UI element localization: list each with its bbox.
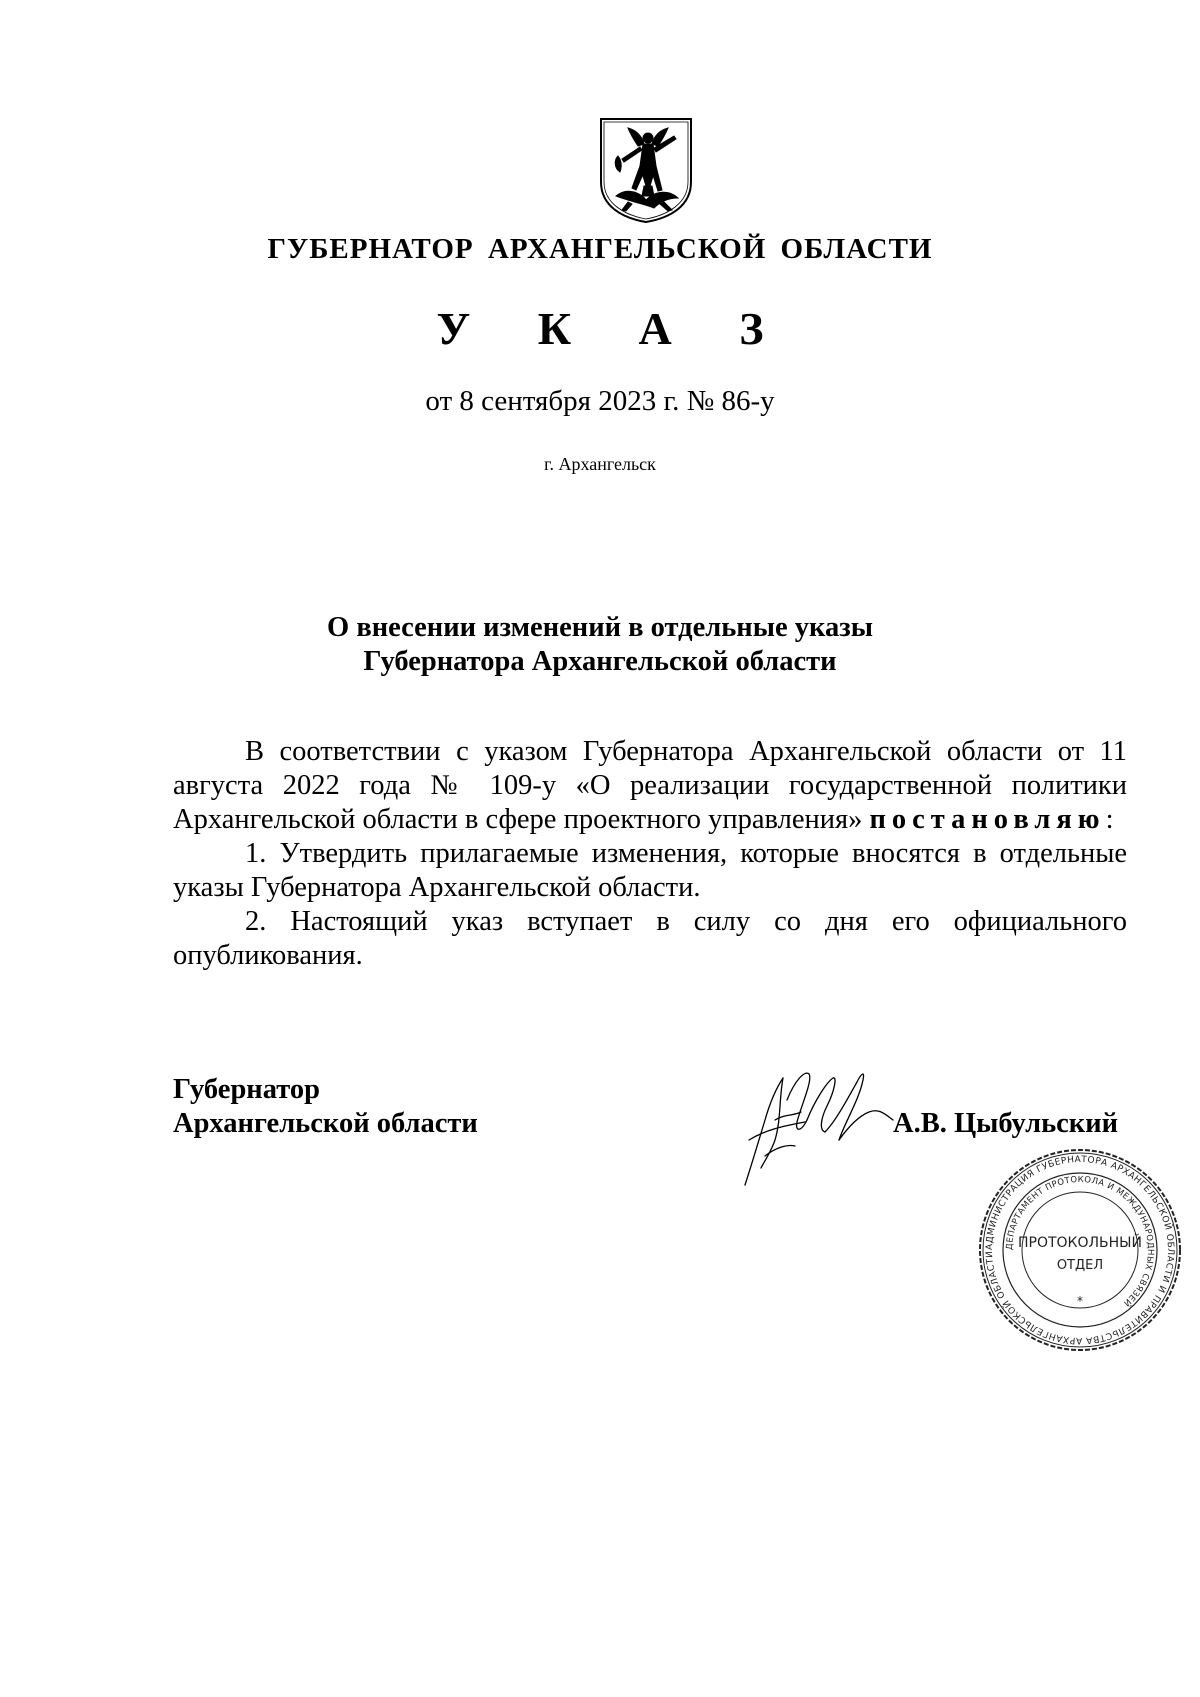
signatory-title: [173, 1073, 478, 1141]
document-body: [173, 735, 1127, 973]
resolve-word: постановляю: [869, 804, 1106, 835]
stamp-asterisk-icon: *: [1077, 1294, 1083, 1308]
document-type: У К А З: [436, 303, 792, 354]
official-stamp: [975, 1145, 1185, 1355]
resolve-colon: :: [1105, 804, 1114, 835]
subject-line-1: О внесении изменений в отдельные указы: [327, 612, 873, 643]
document-place: г. Архангельск: [544, 454, 656, 474]
signatory-title-line-1: Губернатор: [173, 1074, 320, 1105]
issuing-authority: ГУБЕРНАТОР АРХАНГЕЛЬСКОЙ ОБЛАСТИ: [267, 233, 933, 265]
signatory-title-line-2: Архангельской области: [173, 1108, 478, 1139]
stamp-center-line-1: ПРОТОКОЛЬНЫЙ: [1017, 1235, 1143, 1251]
handwritten-signature: [735, 1060, 905, 1190]
stamp-inner-text: ДЕПАРТАМЕНТ ПРОТОКОЛА И МЕЖДУНАРОДНЫХ СВЯЗЕЙ: [1004, 1174, 1156, 1309]
document-subject: [0, 611, 1200, 679]
preamble-text: В соответствии с указом Губернатора Архангельской области от 11 августа 2022 года № 109-у «О реализации государственной политики Архангельской области в сфере проектного управления»: [173, 736, 1127, 835]
subject-line-2: Губернатора Архангельской области: [363, 646, 837, 677]
coat-of-arms-icon: [598, 116, 694, 224]
signatory-name: А.В. Цыбульский: [893, 1108, 1119, 1139]
document-date-number: от 8 сентября 2023 г. № 86-у: [425, 385, 775, 417]
stamp-outer-text: АДМИНИСТРАЦИЯ ГУБЕРНАТОРА АРХАНГЕЛЬСКОЙ ОБЛАСТИ И ПРАВИТЕЛЬСТВА АРХАНГЕЛЬСКОЙ ОБЛАСТИ: [984, 1154, 1176, 1346]
preamble-paragraph: [173, 735, 1127, 837]
item-1-paragraph: 1. Утвердить прилагаемые изменения, которые вносятся в отдельные указы Губернатора Архангельской области.: [173, 838, 1127, 903]
item-2-paragraph: 2. Настоящий указ вступает в силу со дня его официального опубликования.: [173, 906, 1127, 971]
stamp-center-line-2: ОТДЕЛ: [1056, 1258, 1104, 1273]
